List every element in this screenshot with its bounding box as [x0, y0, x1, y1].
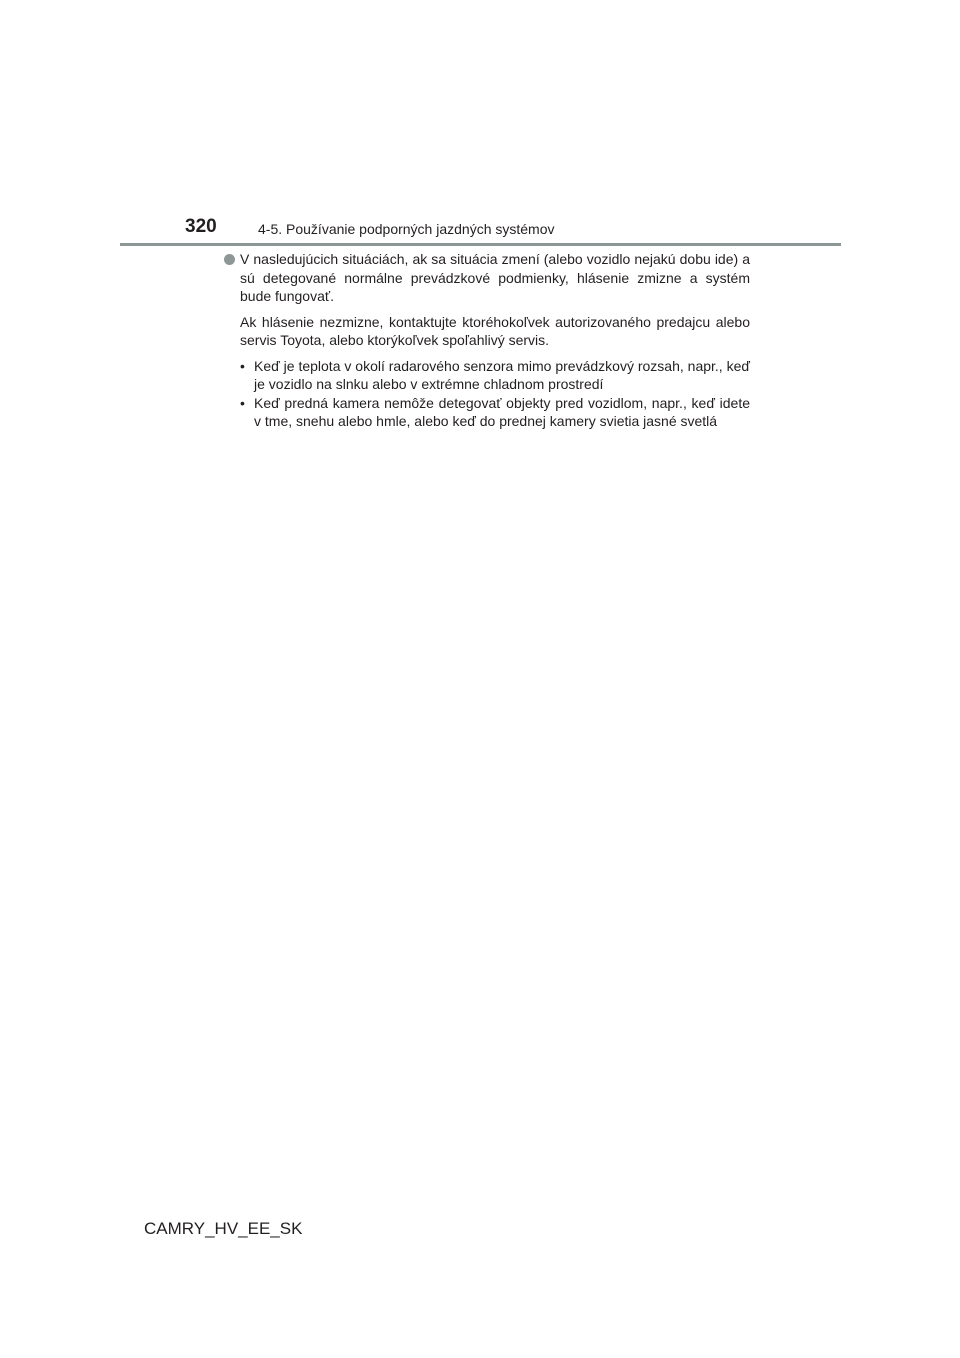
section-title: 4-5. Používanie podporných jazdných systémov — [258, 221, 555, 237]
bullet-marker: • — [240, 394, 245, 411]
paragraph-text: Ak hlásenie nezmizne, kontaktujte ktoréhokoľvek autorizovaného predajcu alebo servis Toyota, alebo ktorýkoľvek spoľahlivý servis. — [240, 313, 750, 348]
paragraph-text: V nasledujúcich situáciách, ak sa situácia zmení (alebo vozidlo nejakú dobu ide) a sú detegované normálne prevádzkové podmienky, hlásenie zmizne a systém bude fungovať. — [240, 251, 750, 304]
list-item-text: Keď je teplota v okolí radarového senzora mimo prevádzkový rozsah, napr., keď je vozidlo na slnku alebo v extrémne chladnom prostredí — [254, 357, 750, 392]
list-item — [240, 394, 750, 431]
bullet-paragraph — [240, 250, 750, 306]
list-item-text: Keď predná kamera nemôže detegovať objekty pred vozidlom, napr., keď idete v tme, snehu alebo hmle, alebo keď do prednej kamery svietia jasné svetlá — [254, 394, 750, 429]
sub-list — [240, 357, 750, 431]
document-code: CAMRY_HV_EE_SK — [144, 1219, 303, 1238]
header-divider — [120, 243, 841, 246]
paragraph — [240, 313, 750, 350]
page-number: 320 — [185, 216, 217, 237]
bullet-marker: • — [240, 357, 245, 374]
content-body — [240, 250, 750, 431]
circle-bullet-icon — [224, 254, 235, 265]
list-item — [240, 357, 750, 394]
